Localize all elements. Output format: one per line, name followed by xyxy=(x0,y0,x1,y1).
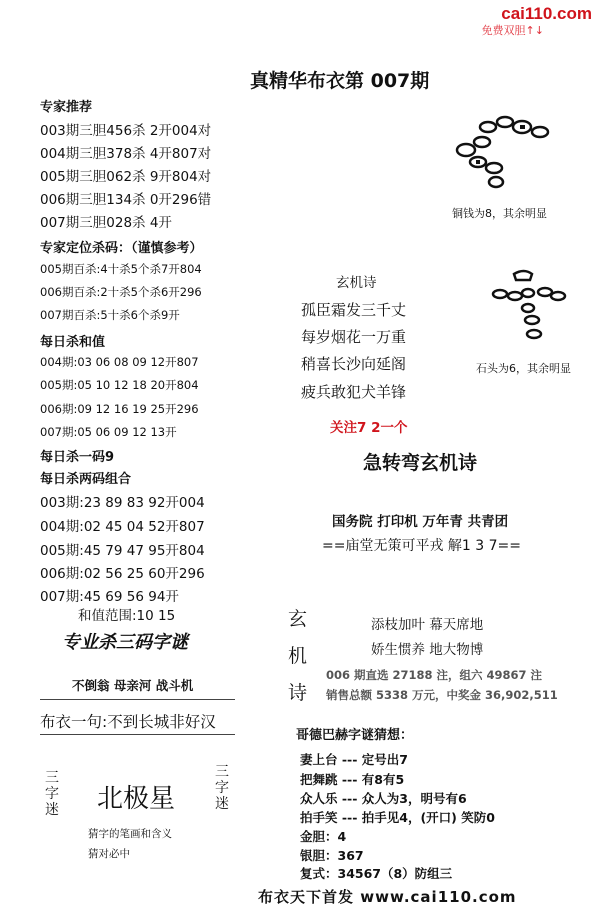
two-code-row: 006期:02 56 25 60开296 xyxy=(40,566,205,582)
goethe-row: 金胆：4 xyxy=(300,829,347,844)
expert-row: 004期三胆378杀 4开807对 xyxy=(40,146,212,162)
turn-poem-title: 急转弯玄机诗 xyxy=(363,452,478,474)
sum-kill-row: 007期:05 06 09 12 13开 xyxy=(40,425,177,439)
sum-kill-header: 每日杀和值 xyxy=(40,335,106,350)
poem-line: 疲兵敢犯犬羊锋 xyxy=(301,383,407,401)
position-kill-row: 006期百杀:2十杀5个杀6开296 xyxy=(40,285,202,299)
stones-illustration xyxy=(490,266,580,346)
poem-line: 孤臣霜发三千丈 xyxy=(301,301,407,319)
goethe-row: 拍手笑 --- 拍手见4，(开口) 笑防0 xyxy=(300,810,495,825)
lottery-line: 销售总额 5338 万元，中奖金 36,902,511 xyxy=(326,688,558,702)
goethe-row: 复式：34567（8）防组三 xyxy=(300,866,453,881)
expert-row: 005期三胆062杀 9开804对 xyxy=(40,169,212,185)
sum-kill-row: 004期:03 06 08 09 12开807 xyxy=(40,355,199,369)
focus-note: 关注7 2一个 xyxy=(330,420,408,436)
position-kill-row: 007期百杀:5十杀6个杀9开 xyxy=(40,308,180,322)
divider xyxy=(40,699,235,700)
pro-kill-title: 专业杀三码字谜 xyxy=(62,632,188,653)
riddle-right-label: 三字迷 xyxy=(215,764,229,812)
poem-line: 稍喜长沙向延阁 xyxy=(301,355,407,373)
riddle-hint: 猜字的笔画和含义 xyxy=(88,828,172,840)
goethe-header: 哥德巴赫字谜猜想： xyxy=(296,728,414,743)
riddle-answer: 北极星 xyxy=(97,784,176,814)
expert-row: 003期三胆456杀 2开004对 xyxy=(40,123,212,139)
two-code-row: 005期:45 79 47 95开804 xyxy=(40,543,205,559)
riddle-hint: 猜对必中 xyxy=(88,848,130,860)
riddle-left-label: 三字迷 xyxy=(45,770,59,818)
turn-words: 国务院 打印机 万年青 共青团 xyxy=(332,514,509,530)
coins-illustration xyxy=(450,112,560,202)
xuanji-vertical-char: 诗 xyxy=(288,682,308,704)
two-code-row: 007期:45 69 56 94开 xyxy=(40,589,179,605)
sum-kill-row: 006期:09 12 16 19 25开296 xyxy=(40,402,199,416)
free-label: 免费双胆↑↓ xyxy=(481,24,544,37)
goethe-row: 把舞跳 --- 有8有5 xyxy=(300,772,405,787)
coins-caption: 铜钱为8，其余明显 xyxy=(452,207,547,220)
xuanji-line: 娇生惯养 地大物博 xyxy=(371,642,484,658)
expert-row: 006期三胆134杀 0开296错 xyxy=(40,192,212,208)
expert-row: 007期三胆028杀 4开 xyxy=(40,215,172,231)
buyi-line: 布衣一句:不到长城非好汉 xyxy=(40,713,216,731)
two-code-row: 004期:02 45 04 52开807 xyxy=(40,519,205,535)
site-logo[interactable]: cai110.com xyxy=(501,4,592,23)
lottery-line: 006 期直选 27188 注，组六 49867 注 xyxy=(326,668,543,682)
poem-line: 每岁烟花一万重 xyxy=(301,328,407,346)
pro-kill-words: 不倒翁 母亲河 战斗机 xyxy=(72,678,194,693)
footer-site[interactable]: 布衣天下首发 www.cai110.com xyxy=(258,888,517,906)
goethe-row: 众人乐 --- 众人为3，明号有6 xyxy=(300,791,467,806)
two-code-header: 每日杀两码组合 xyxy=(40,472,132,487)
page-title: 真精华布衣第 007期 xyxy=(250,70,430,92)
two-code-row: 003期:23 89 83 92开004 xyxy=(40,495,205,511)
sum-range: 和值范围:10 15 xyxy=(78,608,176,624)
xuanji-vertical-char: 机 xyxy=(288,645,308,667)
kill-one-code: 每日杀一码9 xyxy=(40,450,115,465)
position-kill-row: 005期百杀:4十杀5个杀7开804 xyxy=(40,262,202,276)
goethe-row: 妻上台 --- 定号出7 xyxy=(300,752,408,767)
sum-kill-row: 005期:05 10 12 18 20开804 xyxy=(40,378,199,392)
goethe-row: 银胆：367 xyxy=(300,848,364,863)
position-kill-header: 专家定位杀码：（谨慎参考） xyxy=(40,241,203,256)
divider xyxy=(40,734,235,735)
expert-header: 专家推荐 xyxy=(40,100,93,115)
stones-caption: 石头为6，其余明显 xyxy=(476,362,571,375)
turn-answer: ==庙堂无策可平戎 解1 3 7== xyxy=(322,538,521,554)
xuanji-vertical-char: 玄 xyxy=(288,608,308,630)
xuanji-line: 添枝加叶 幕天席地 xyxy=(371,617,484,633)
mystic-poem-header: 玄机诗 xyxy=(336,275,377,291)
